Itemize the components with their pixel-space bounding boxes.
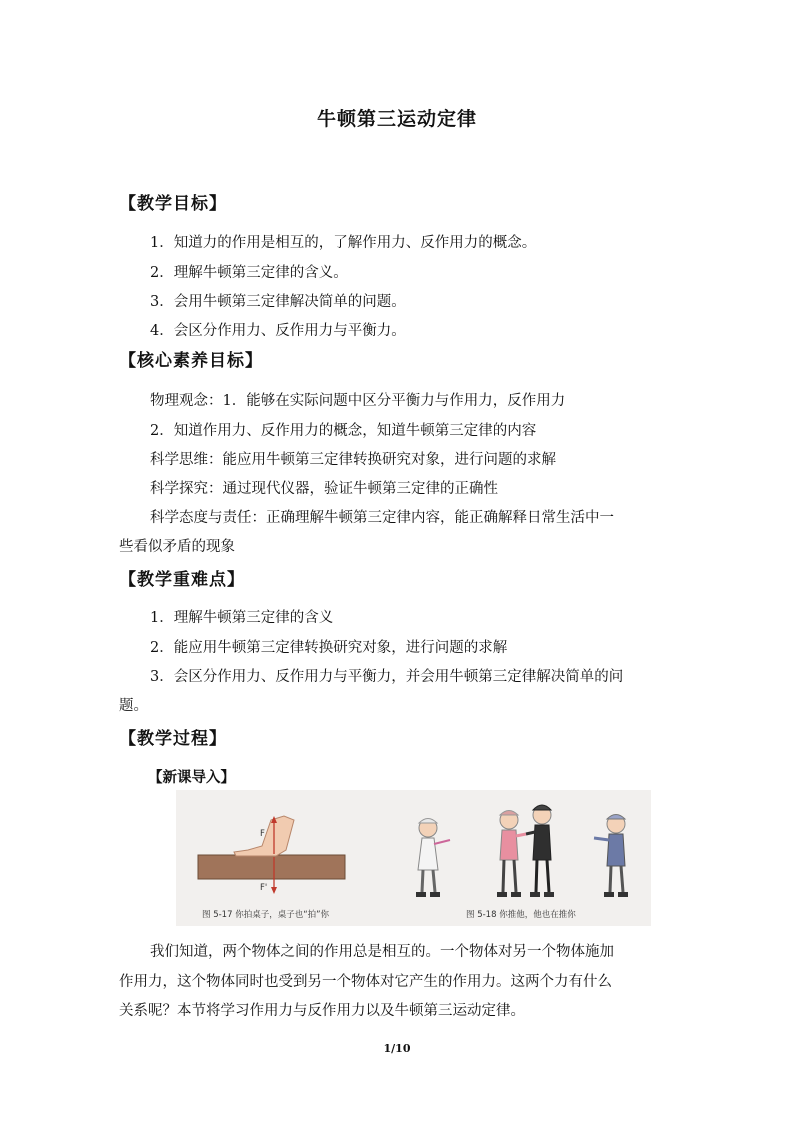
- paragraph-line: 我们知道，两个物体之间的作用总是相互的。一个物体对另一个物体施加: [150, 944, 614, 960]
- core-line: 物理观念：1．能够在实际问题中区分平衡力与作用力，反作用力: [150, 393, 566, 409]
- sub-heading-intro: 【新课导入】: [148, 770, 235, 786]
- force-label-f: F: [260, 829, 265, 839]
- force-label-f-prime: F': [260, 883, 268, 893]
- core-line: 科学思维：能应用牛顿第三定律转换研究对象，进行问题的求解: [150, 452, 556, 468]
- hand-on-table-illustration: [198, 816, 345, 920]
- objective-item: 3．会用牛顿第三定律解决简单的问题。: [150, 294, 406, 310]
- core-line: 些看似矛盾的现象: [119, 539, 235, 555]
- section-heading-process: 【教学过程】: [119, 729, 227, 749]
- page-number: 1/10: [383, 1042, 411, 1055]
- core-line: 科学态度与责任：正确理解牛顿第三定律内容，能正确解释日常生活中一: [150, 510, 614, 526]
- section-heading-objectives: 【教学目标】: [119, 194, 227, 214]
- objective-item: 4．会区分作用力、反作用力与平衡力。: [150, 323, 406, 339]
- difficulty-line: 1．理解牛顿第三定律的含义: [150, 610, 334, 626]
- paragraph-line: 关系呢？本节将学习作用力与反作用力以及牛顿第三运动定律。: [119, 1003, 525, 1019]
- objective-item: 2．理解牛顿第三定律的含义。: [150, 265, 348, 281]
- page-title: 牛顿第三运动定律: [316, 108, 477, 130]
- figure-caption-left: 图 5-17 你拍桌子，桌子也“拍”你: [202, 910, 330, 920]
- textbook-figure: [176, 790, 651, 926]
- core-line: 科学探究：通过现代仪器，验证牛顿第三定律的正确性: [150, 481, 498, 497]
- difficulty-line: 题。: [119, 698, 148, 714]
- figure-caption-right: 图 5-18 你推他，他也在推你: [466, 910, 576, 920]
- difficulty-line: 3．会区分作用力、反作用力与平衡力，并会用牛顿第三定律解决简单的问: [150, 669, 624, 685]
- paragraph-line: 作用力，这个物体同时也受到另一个物体对它产生的作用力。这两个力有什么: [119, 974, 612, 990]
- section-heading-core: 【核心素养目标】: [119, 351, 263, 371]
- difficulty-line: 2．能应用牛顿第三定律转换研究对象，进行问题的求解: [150, 640, 508, 656]
- skaters-illustration: [416, 805, 628, 920]
- core-line: 2．知道作用力、反作用力的概念，知道牛顿第三定律的内容: [150, 423, 537, 439]
- objective-item: 1．知道力的作用是相互的，了解作用力、反作用力的概念。: [150, 235, 537, 251]
- section-heading-difficulties: 【教学重难点】: [119, 570, 245, 590]
